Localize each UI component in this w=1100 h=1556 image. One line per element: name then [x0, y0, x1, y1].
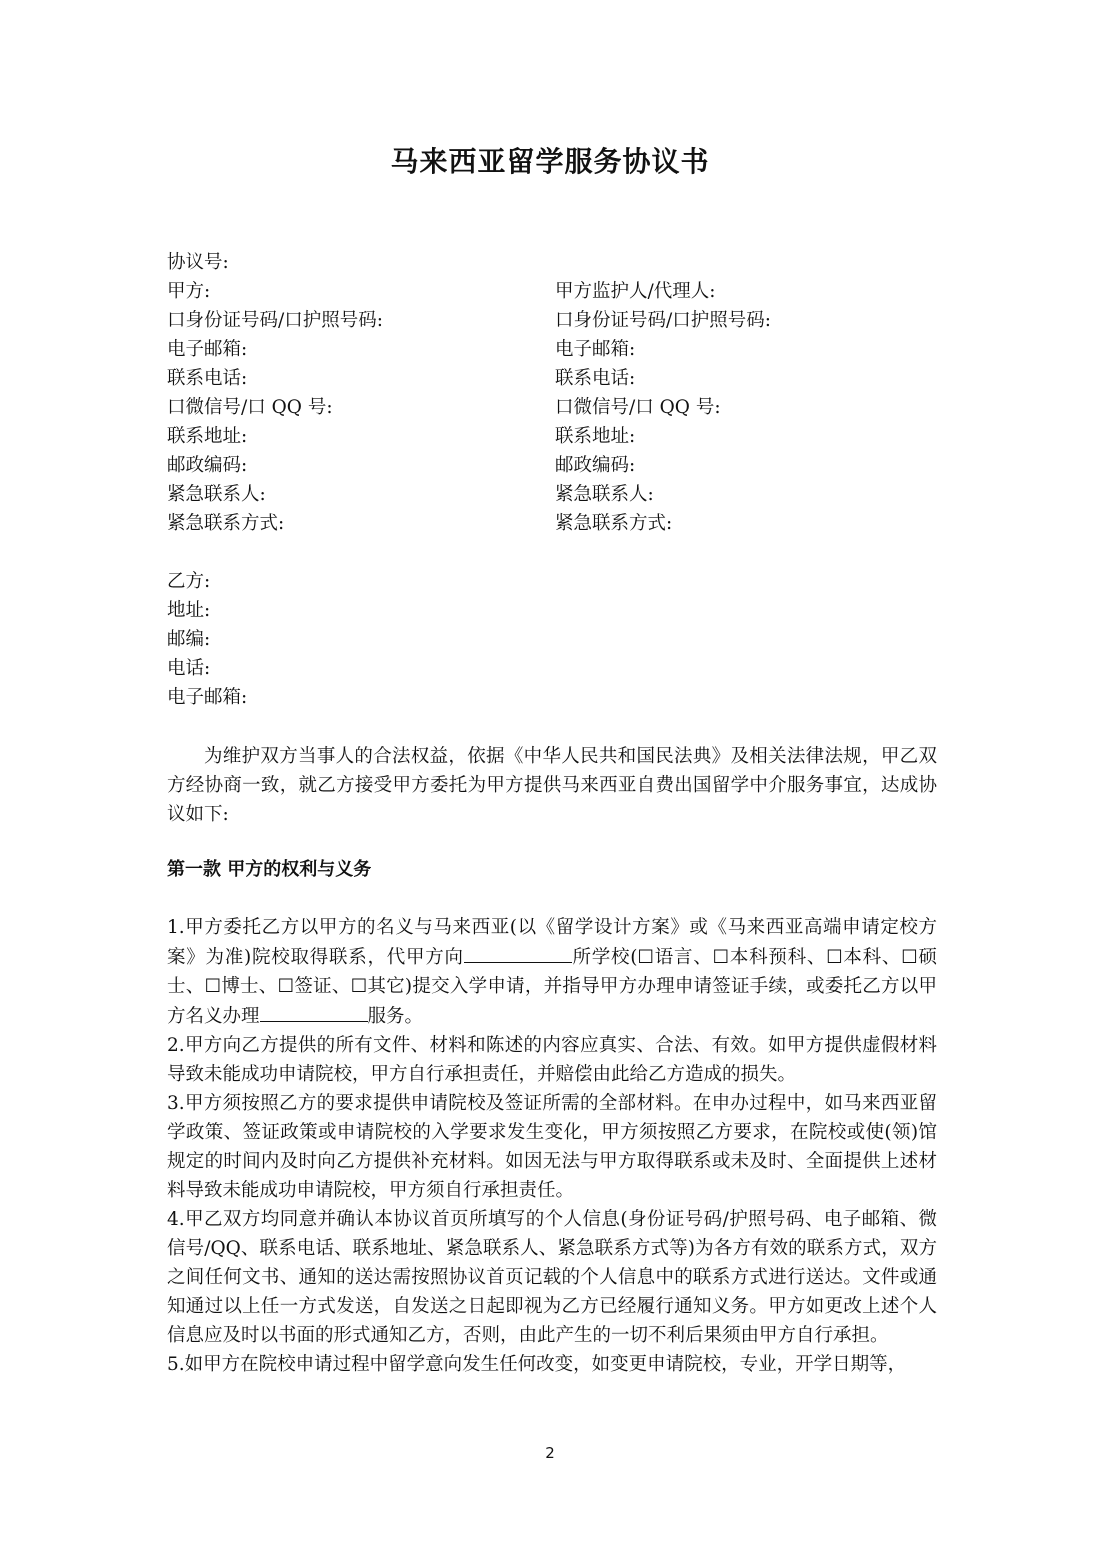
section-spacer	[167, 538, 937, 567]
party-b-field: 电话:	[167, 658, 211, 679]
party-a-field: 联系地址:	[167, 426, 248, 447]
guardian-field: 紧急联系人:	[555, 484, 654, 505]
clause-2: 2.甲方向乙方提供的所有文件、材料和陈述的内容应真实、合法、有效。如甲方提供虚假材料导致未能成功申请院校，甲方自行承担责任，并赔偿由此给乙方造成的损失。	[167, 1035, 937, 1085]
clause-5: 5.如甲方在院校申请过程中留学意向发生任何改变，如变更申请院校，专业，开学日期等，	[167, 1354, 907, 1375]
guardian-field: 紧急联系方式:	[555, 513, 673, 534]
party-a-row	[167, 393, 937, 422]
party-b-field: 电子邮箱:	[167, 687, 248, 708]
party-a-row	[167, 306, 937, 335]
clause-4: 4.甲乙双方均同意并确认本协议首页所填写的个人信息(身份证号码/护照号码、电子邮箱、微信号/QQ、联系电话、联系地址、紧急联系人、紧急联系方式等)为各方有效的联系方式，双方之间任何文书、通知的送达需按照协议首页记载的个人信息中的联系方式进行送达。文件或通知通过以上任一方式发送，自发送之日起即视为乙方已经履行通知义务。甲方如更改上述个人信息应及时以书面的形式通知乙方，否则，由此产生的一切不利后果须由甲方自行承担。	[167, 1209, 937, 1346]
intro-paragraph: 为维护双方当事人的合法权益，依据《中华人民共和国民法典》及相关法律法规，甲乙双方经协商一致，就乙方接受甲方委托为甲方提供马来西亚自费出国留学中介服务事宜，达成协议如下:	[167, 746, 937, 825]
fill-in-blank	[260, 1001, 368, 1022]
guardian-field: 邮政编码:	[555, 455, 636, 476]
party-a-field: 甲方:	[167, 281, 211, 302]
party-a-field: 紧急联系人:	[167, 484, 266, 505]
party-a-row	[167, 277, 937, 306]
party-b-field: 邮编:	[167, 629, 211, 650]
guardian-field: 联系电话:	[555, 368, 636, 389]
agreement-number-label: 协议号:	[167, 252, 229, 273]
party-a-field: 口微信号/口 QQ 号:	[167, 397, 333, 418]
guardian-field: 口身份证号码/口护照号码:	[555, 310, 771, 331]
document-body	[167, 248, 937, 1379]
guardian-field: 口微信号/口 QQ 号:	[555, 397, 721, 418]
party-a-info-table	[167, 277, 937, 538]
clause-list	[167, 913, 937, 1379]
guardian-field: 联系地址:	[555, 426, 636, 447]
party-b-field: 乙方:	[167, 571, 211, 592]
party-a-row	[167, 364, 937, 393]
document-title: 马来西亚留学服务协议书	[390, 145, 710, 178]
party-a-field: 紧急联系方式:	[167, 513, 285, 534]
party-a-field: 邮政编码:	[167, 455, 248, 476]
page-number: 2	[545, 1444, 555, 1462]
clause-1-text: 1.甲方委托乙方以甲方的名义与马来西亚(以《留学设计方案》或《马来西亚高端申请定校方案》为准)院校取得联系，代甲方向	[167, 917, 937, 968]
party-a-field: 电子邮箱:	[167, 339, 248, 360]
guardian-field: 甲方监护人/代理人:	[555, 281, 716, 302]
party-b-field: 地址:	[167, 600, 211, 621]
party-a-row	[167, 335, 937, 364]
clause-3: 3.甲方须按照乙方的要求提供申请院校及签证所需的全部材料。在申办过程中，如马来西亚留学政策、签证政策或申请院校的入学要求发生变化，甲方须按照乙方要求，在院校或使(领)馆规定的时间内及时向乙方提供补充材料。如因无法与甲方取得联系或未及时、全面提供上述材料导致未能成功申请院校，甲方须自行承担责任。	[167, 1093, 937, 1201]
party-a-field: 口身份证号码/口护照号码:	[167, 310, 383, 331]
party-a-row	[167, 451, 937, 480]
party-a-row	[167, 509, 937, 538]
clause-1-text: 服务。	[367, 1006, 424, 1027]
fill-in-blank	[464, 942, 572, 963]
party-a-field: 联系电话:	[167, 368, 248, 389]
party-a-row	[167, 422, 937, 451]
party-a-row	[167, 480, 937, 509]
section-heading: 第一款 甲方的权利与义务	[167, 859, 372, 880]
clause-1-text: 所学校(☐语言、☐本科预科、☐本科、☐硕士、☐博士、☐签证、☐其它)提交入学申请，并指导甲方办理申请签证手续，或委托乙方以甲方名义办理	[167, 947, 937, 1027]
guardian-field: 电子邮箱:	[555, 339, 636, 360]
party-b-info	[167, 567, 937, 712]
clause-1	[167, 913, 937, 1031]
